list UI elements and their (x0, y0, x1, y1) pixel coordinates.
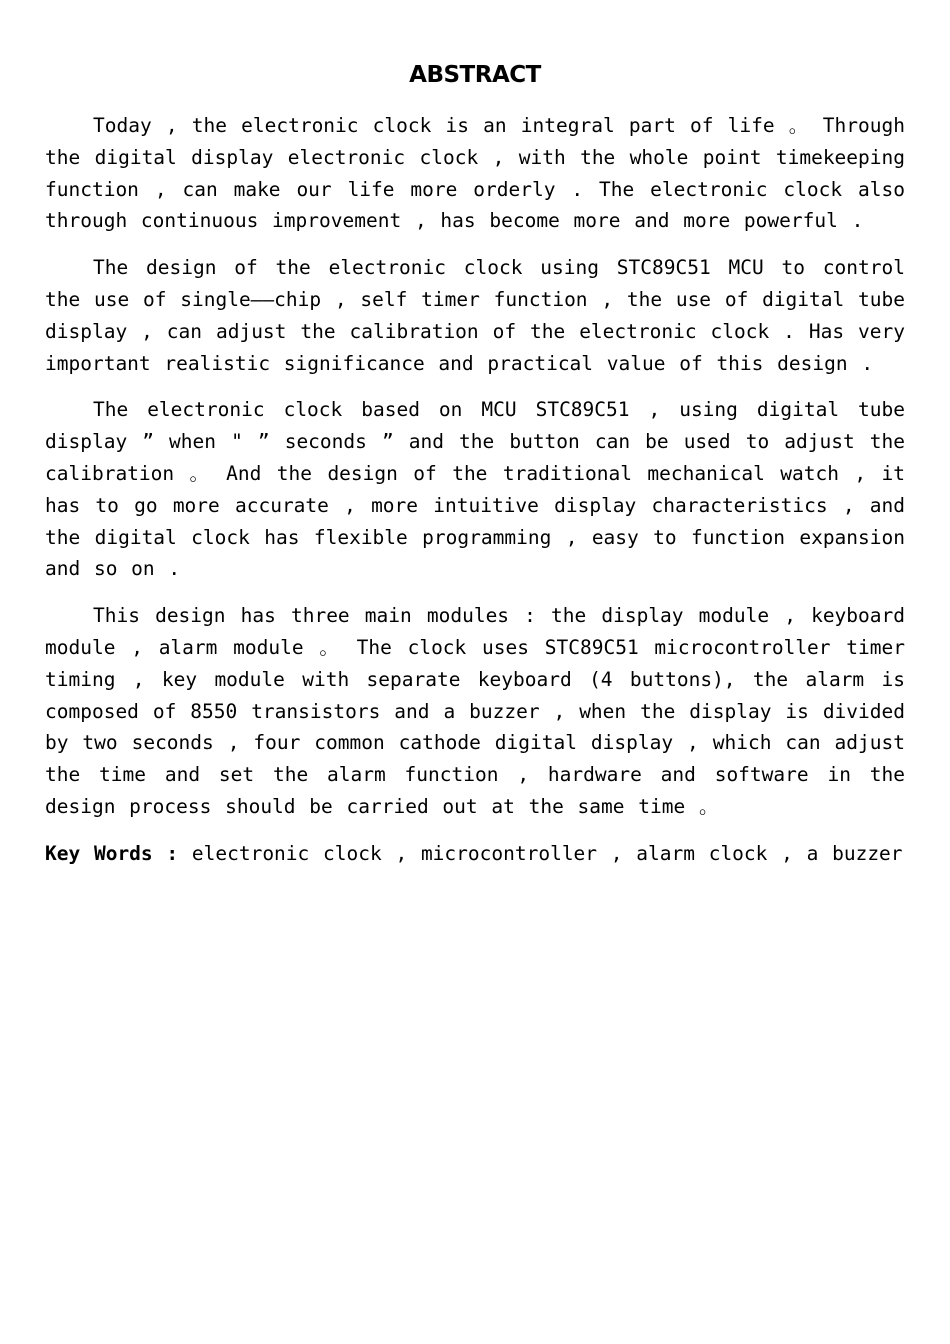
abstract-paragraph-4: This design has three main modules : the display module , keyboard module , alarm module 。 The clock uses STC89C51 microcontroller timer timing , key module with separate keyboard (4 buttons), the alarm is composed of 8550 transistors and a buzzer , when the display is divided by two seconds , four common cathode digital display , which can adjust the time and set the alarm function , hardware and software in the design process should be carried out at the same time 。 (45, 604, 905, 818)
keywords-label: Key Words : (45, 841, 179, 865)
keywords-line (45, 838, 905, 870)
abstract-title: ABSTRACT (409, 62, 541, 88)
abstract-paragraph-2: The design of the electronic clock using STC89C51 MCU to control the use of single——chip , self timer function , the use of digital tube display , can adjust the calibration of the electronic clock . Has very important realistic significance and practical value of this design . (45, 256, 905, 375)
abstract-paragraph-3: The electronic clock based on MCU STC89C51 , using digital tube display ” when " ” seconds ” and the button can be used to adjust the calibration 。 And the design of the traditional mechanical watch , it has to go more accurate , more intuitive display characteristics , and the digital clock has flexible programming , easy to function expansion and so on . (45, 398, 905, 581)
keywords-text: electronic clock , microcontroller , alarm clock , a buzzer (178, 841, 903, 865)
abstract-paragraph-1: Today , the electronic clock is an integral part of life 。 Through the digital display electronic clock , with the whole point timekeeping function , can make our life more orderly . The electronic clock also through continuous improvement , has become more and more powerful . (45, 114, 905, 233)
abstract-page (45, 58, 905, 870)
